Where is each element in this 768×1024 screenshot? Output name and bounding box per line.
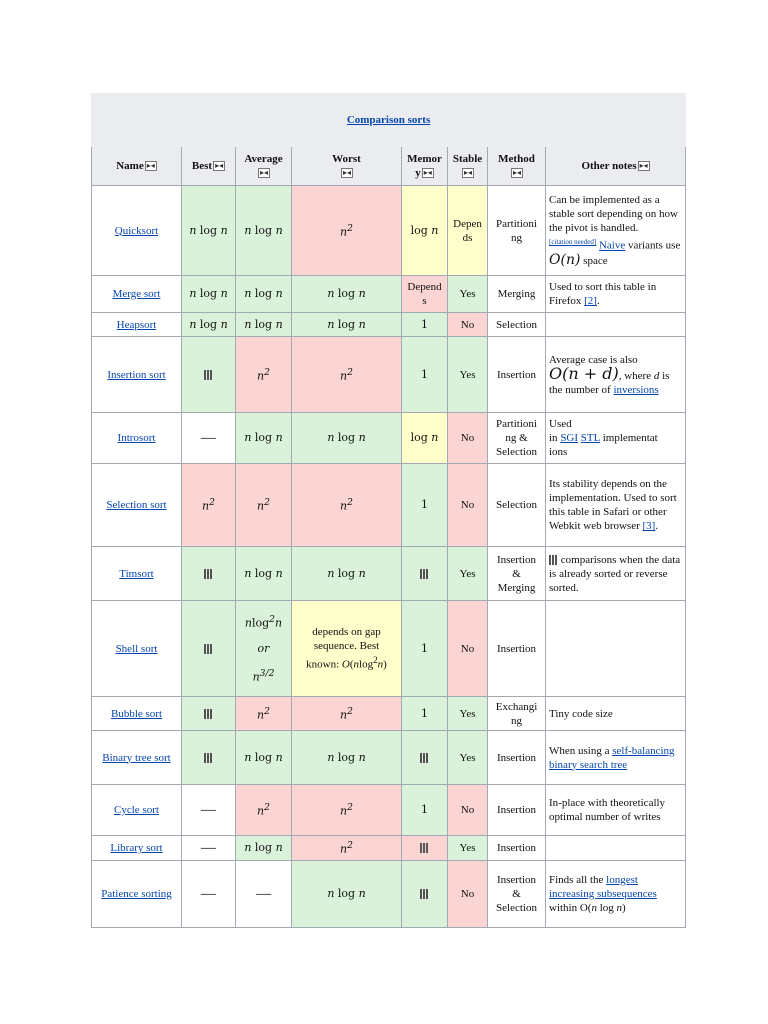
table-row: Introsort — n log n n log n log n No Partitioni ng & Selection Used in SGI STL implementat ions	[92, 413, 686, 464]
math-placeholder-icon	[420, 753, 429, 763]
algorithm-link[interactable]: Binary tree sort	[102, 751, 171, 764]
worst-cell: $n^2$	[292, 186, 402, 276]
col-header-worst[interactable]: Worst ▸◂	[292, 147, 402, 186]
stable-cell: Depen ds	[448, 186, 488, 276]
average-cell: n log n	[236, 186, 292, 276]
sort-icon[interactable]: ▸◂	[423, 168, 432, 178]
algorithm-link[interactable]: Cycle sort	[114, 804, 159, 816]
algorithm-link[interactable]: Insertion sort	[107, 368, 166, 381]
algorithm-link[interactable]: Shell sort	[115, 642, 158, 655]
col-header-stable[interactable]: Stable ▸◂	[448, 147, 488, 186]
algorithm-link[interactable]: Introsort	[117, 432, 156, 444]
col-header-notes[interactable]: Other notes ▸◂	[546, 147, 686, 186]
table-row: Selection sort $n^2$ $n^2$ $n^2$ 1 No Selection Its stability depends on the implementation. Used to sort this table in Safari or other Webkit web browser [3].	[92, 464, 686, 547]
table-row: Patience sorting — — n log n No Insertion & Selection Finds all the longest increasing subsequences within O(n log n)	[92, 861, 686, 928]
math-placeholder-icon	[204, 644, 213, 654]
math-placeholder-icon	[204, 709, 213, 719]
sort-icon[interactable]: ▸◂	[259, 168, 269, 178]
method-cell: Partitioni ng	[488, 186, 546, 276]
memory-cell: log n	[402, 186, 448, 276]
math-placeholder-icon	[420, 569, 429, 579]
table-row: Timsort n log n n log n Yes Insertion & Merging comparisons when the data is already sorted or reverse sorted.	[92, 547, 686, 601]
algorithm-link[interactable]: Merge sort	[112, 288, 161, 300]
math-placeholder-icon	[420, 889, 429, 899]
notes-cell: Can be implemented as a stable sort depending on how the pivot is handled. [citation needed] Naive variants use O(n) space	[546, 186, 686, 276]
algorithm-link[interactable]: Heapsort	[116, 318, 157, 331]
best-cell: n log n	[182, 186, 236, 276]
col-header-method[interactable]: Method ▸◂	[488, 147, 546, 186]
table-row: Binary tree sort n log n n log n Yes Insertion When using a self-balancing binary search tree	[92, 731, 686, 785]
table-row: Library sort — n log n $n^2$ Yes Insertion	[92, 836, 686, 861]
caption-link[interactable]: Comparison sorts	[346, 114, 431, 126]
table-row: Insertion sort $n^2$ $n^2$ 1 Yes Insertion Average case is also O(n + d), where d is the number of inversions	[92, 337, 686, 413]
algorithm-link[interactable]: Timsort	[119, 567, 154, 580]
algorithm-link[interactable]: Bubble sort	[110, 707, 163, 720]
table-row: Cycle sort — $n^2$ $n^2$ 1 No Insertion In-place with theoretically optimal number of writes	[92, 785, 686, 836]
math-placeholder-icon	[204, 753, 213, 763]
comparison-sorts-table	[91, 93, 686, 928]
table-row: Shell sort nlog$^2$n or $n^{3/2}$ depends on gap sequence. Best known: O(nlog$^2$n) 1 No Insertion	[92, 601, 686, 697]
sort-icon[interactable]: ▸◂	[215, 161, 224, 171]
sort-icon[interactable]: ▸◂	[342, 168, 352, 178]
col-header-name[interactable]: Name ▸◂	[92, 147, 182, 186]
sort-icon[interactable]: ▸◂	[146, 161, 155, 171]
algorithm-link[interactable]: Selection sort	[106, 499, 167, 511]
math-placeholder-icon	[204, 370, 213, 380]
col-header-best[interactable]: Best ▸◂	[182, 147, 236, 186]
table-row: Heapsort n log n n log n n log n 1 No Selection	[92, 313, 686, 337]
math-placeholder-icon	[549, 555, 558, 565]
algorithm-link[interactable]: Library sort	[110, 842, 163, 854]
sort-icon[interactable]: ▸◂	[639, 161, 648, 171]
col-header-memory[interactable]: Memor y ▸◂	[402, 147, 448, 186]
table-row	[92, 186, 686, 276]
math-placeholder-icon	[420, 843, 429, 853]
table-row: Bubble sort $n^2$ $n^2$ 1 Yes Exchangi ng Tiny code size	[92, 697, 686, 731]
sort-icon[interactable]: ▸◂	[463, 168, 473, 178]
col-header-average[interactable]: Average ▸◂	[236, 147, 292, 186]
algorithm-link[interactable]: Patience sorting	[101, 888, 172, 900]
table-caption	[92, 94, 686, 147]
table-row: Merge sort n log n n log n n log n Depend s Yes Merging Used to sort this table in Firefox [2].	[92, 276, 686, 313]
sort-icon[interactable]: ▸◂	[512, 168, 522, 178]
math-placeholder-icon	[204, 569, 213, 579]
algorithm-link[interactable]: Quicksort	[114, 224, 159, 237]
